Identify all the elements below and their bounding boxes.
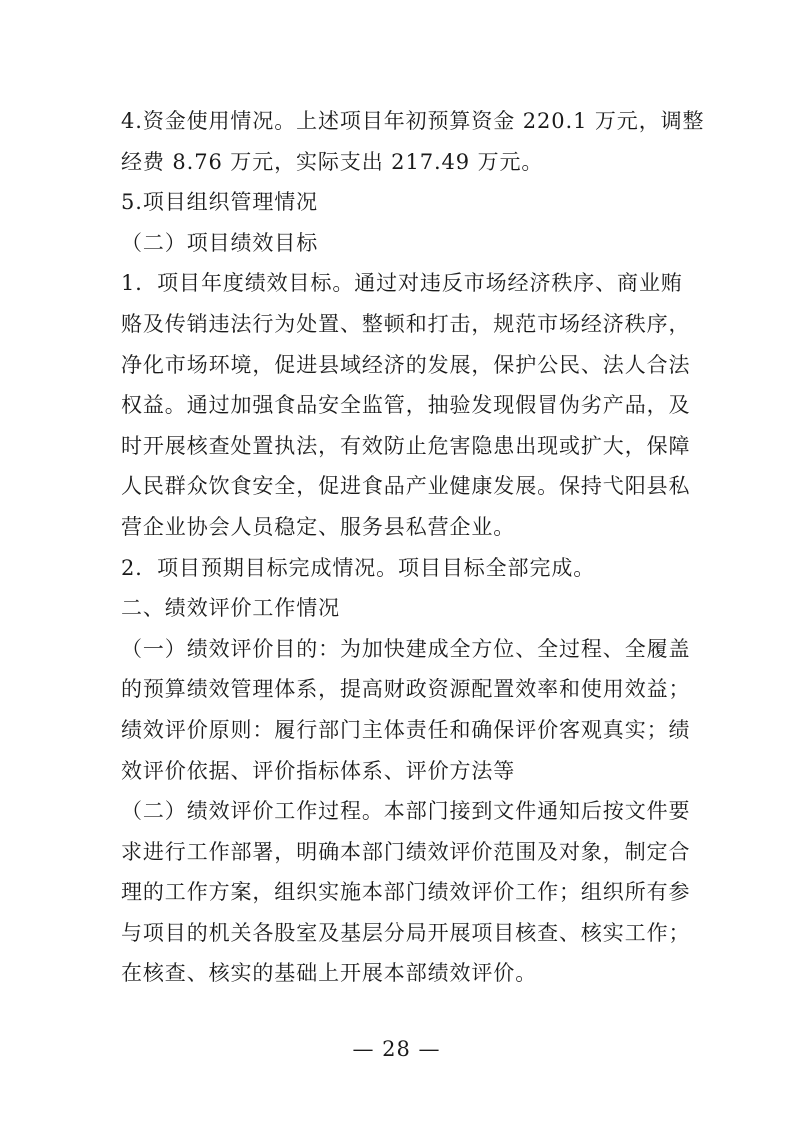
text-line: 效评价依据、评价指标体系、评价方法等 <box>121 758 516 783</box>
text-line: 经费 8.76 万元，实际支出 217.49 万元。 <box>121 149 544 174</box>
text-line: （二）绩效评价工作过程。本部门接到文件通知后按文件要 <box>121 799 691 824</box>
text-line: 净化市场环境，促进县域经济的发展，保护公民、法人合法 <box>121 352 691 377</box>
section-heading: 5.项目组织管理情况 <box>121 190 319 215</box>
text-line: （一）绩效评价目的：为加快建成全方位、全过程、全履盖 <box>121 636 691 661</box>
section-heading: （二）项目绩效目标 <box>121 230 319 255</box>
section-heading: 二、绩效评价工作情况 <box>121 596 340 621</box>
text-line: 1．项目年度绩效目标。通过对违反市场经济秩序、商业贿 <box>121 271 683 296</box>
text-line: 理的工作方案，组织实施本部门绩效评价工作；组织所有参 <box>121 880 691 905</box>
text-line: 时开展核查处置执法，有效防止危害隐患出现或扩大，保障 <box>121 433 691 458</box>
text-line: 2．项目预期目标完成情况。项目目标全部完成。 <box>121 555 596 580</box>
text-line: 与项目的机关各股室及基层分局开展项目核查、核实工作； <box>121 920 691 945</box>
text-line: 人民群众饮食安全，促进食品产业健康发展。保持弋阳县私 <box>121 474 691 499</box>
text-line: 求进行工作部署，明确本部门绩效评价范围及对象，制定合 <box>121 839 691 864</box>
document-body <box>121 101 705 994</box>
text-line: 的预算绩效管理体系，提高财政资源配置效率和使用效益； <box>121 677 691 702</box>
text-line: 在核查、核实的基础上开展本部绩效评价。 <box>121 961 538 986</box>
page-number: — 28 — <box>352 1037 441 1061</box>
text-line: 赂及传销违法行为处置、整顿和打击，规范市场经济秩序， <box>121 311 691 336</box>
text-line: 4.资金使用情况。上述项目年初预算资金 220.1 万元，调整 <box>121 109 705 133</box>
text-line: 权益。通过加强食品安全监管，抽验发现假冒伪劣产品，及 <box>121 393 691 418</box>
text-line: 绩效评价原则：履行部门主体责任和确保评价客观真实；绩 <box>121 717 691 742</box>
text-line: 营企业协会人员稳定、服务县私营企业。 <box>121 514 516 539</box>
